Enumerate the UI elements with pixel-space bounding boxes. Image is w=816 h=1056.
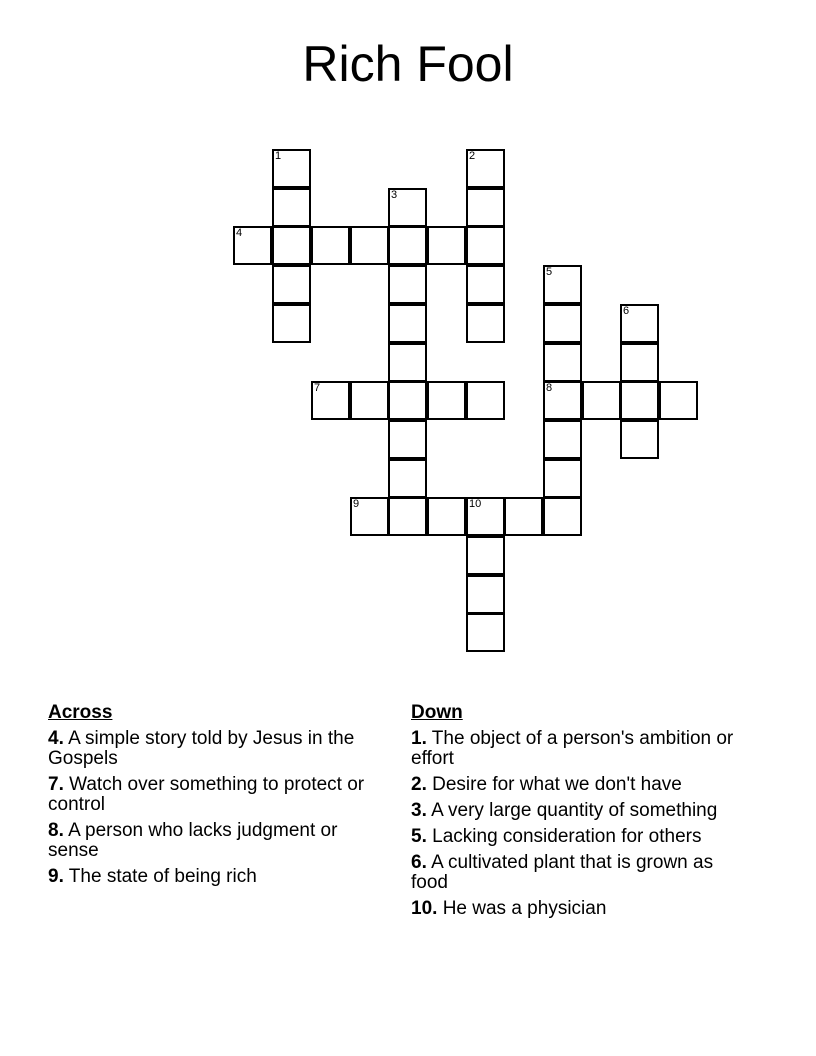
- clue-text: The object of a person's ambition or effort: [411, 728, 734, 769]
- across-clues: [48, 700, 388, 893]
- grid-cell[interactable]: [620, 381, 659, 420]
- grid-cell[interactable]: [272, 188, 311, 227]
- clue-text: A cultivated plant that is grown as food: [411, 852, 714, 893]
- grid-cell[interactable]: [272, 304, 311, 343]
- cell-number: 3: [391, 189, 398, 201]
- down-heading: Down: [411, 702, 463, 723]
- grid-cell-8[interactable]: [543, 381, 582, 420]
- cell-number: 1: [275, 150, 282, 162]
- grid-cell[interactable]: [427, 226, 466, 265]
- grid-cell[interactable]: [388, 420, 427, 459]
- clue-down-2: [411, 775, 751, 795]
- clue-across-4: [48, 729, 388, 769]
- cell-number: 10: [469, 498, 482, 510]
- grid-cell[interactable]: [272, 226, 311, 265]
- clue-down-1: [411, 729, 751, 769]
- grid-cell-6[interactable]: [620, 304, 659, 343]
- grid-cell[interactable]: [466, 536, 505, 575]
- grid-cell[interactable]: [466, 575, 505, 614]
- grid-cell[interactable]: [272, 265, 311, 304]
- cell-number: 9: [353, 498, 360, 510]
- grid-cell-2[interactable]: [466, 149, 505, 188]
- grid-cell[interactable]: [543, 497, 582, 536]
- clue-number: 8.: [48, 820, 64, 841]
- grid-cell[interactable]: [582, 381, 621, 420]
- grid-cell[interactable]: [311, 226, 350, 265]
- grid-cell-3[interactable]: [388, 188, 427, 227]
- grid-cell[interactable]: [388, 343, 427, 382]
- clue-text: A simple story told by Jesus in the Gospels: [48, 728, 355, 769]
- grid-cell-7[interactable]: [311, 381, 350, 420]
- grid-cell[interactable]: [427, 497, 466, 536]
- clue-number: 2.: [411, 774, 427, 795]
- grid-cell[interactable]: [466, 381, 505, 420]
- grid-cell[interactable]: [543, 459, 582, 498]
- clue-text: A person who lacks judgment or sense: [48, 820, 338, 861]
- grid-cell-10[interactable]: [466, 497, 505, 536]
- grid-cell[interactable]: [466, 265, 505, 304]
- grid-cell[interactable]: [350, 226, 389, 265]
- across-heading: Across: [48, 702, 113, 723]
- grid-cell-5[interactable]: [543, 265, 582, 304]
- grid-cell[interactable]: [388, 226, 427, 265]
- clue-down-3: [411, 801, 751, 821]
- puzzle-title: Rich Fool: [302, 36, 514, 92]
- clue-text: Watch over something to protect or control: [48, 774, 365, 815]
- clue-across-9: [48, 867, 388, 887]
- clue-text: A very large quantity of something: [431, 800, 718, 821]
- clue-across-8: [48, 821, 388, 861]
- grid-cell[interactable]: [350, 381, 389, 420]
- grid-cell[interactable]: [466, 613, 505, 652]
- grid-cell[interactable]: [543, 343, 582, 382]
- down-clues: [411, 700, 751, 925]
- clue-number: 7.: [48, 774, 64, 795]
- grid-cell[interactable]: [466, 226, 505, 265]
- cell-number: 2: [469, 150, 476, 162]
- grid-cell[interactable]: [543, 420, 582, 459]
- grid-cell-9[interactable]: [350, 497, 389, 536]
- cell-number: 5: [546, 266, 553, 278]
- clue-text: He was a physician: [442, 898, 607, 919]
- grid-cell[interactable]: [388, 304, 427, 343]
- clue-number: 6.: [411, 852, 427, 873]
- clue-down-5: [411, 827, 751, 847]
- clue-number: 1.: [411, 728, 427, 749]
- cell-number: 6: [623, 305, 630, 317]
- clue-number: 10.: [411, 898, 438, 919]
- grid-cell[interactable]: [388, 459, 427, 498]
- clue-across-7: [48, 775, 388, 815]
- grid-cell[interactable]: [659, 381, 698, 420]
- clue-number: 5.: [411, 826, 427, 847]
- grid-cell[interactable]: [427, 381, 466, 420]
- grid-cell[interactable]: [388, 381, 427, 420]
- grid-cell-1[interactable]: [272, 149, 311, 188]
- grid-cell[interactable]: [466, 304, 505, 343]
- clue-number: 9.: [48, 866, 64, 887]
- grid-cell[interactable]: [388, 265, 427, 304]
- grid-cell[interactable]: [620, 420, 659, 459]
- clue-number: 3.: [411, 800, 427, 821]
- clue-down-10: [411, 899, 751, 919]
- grid-cell[interactable]: [504, 497, 543, 536]
- clue-text: Lacking consideration for others: [432, 826, 702, 847]
- cell-number: 4: [236, 227, 243, 239]
- clue-text: Desire for what we don't have: [432, 774, 682, 795]
- grid-cell[interactable]: [620, 343, 659, 382]
- clue-number: 4.: [48, 728, 64, 749]
- grid-cell-4[interactable]: [233, 226, 272, 265]
- cell-number: 7: [314, 382, 321, 394]
- grid-cell[interactable]: [388, 497, 427, 536]
- clue-down-6: [411, 853, 751, 893]
- cell-number: 8: [546, 382, 553, 394]
- grid-cell[interactable]: [543, 304, 582, 343]
- grid-cell[interactable]: [466, 188, 505, 227]
- clue-text: The state of being rich: [68, 866, 257, 887]
